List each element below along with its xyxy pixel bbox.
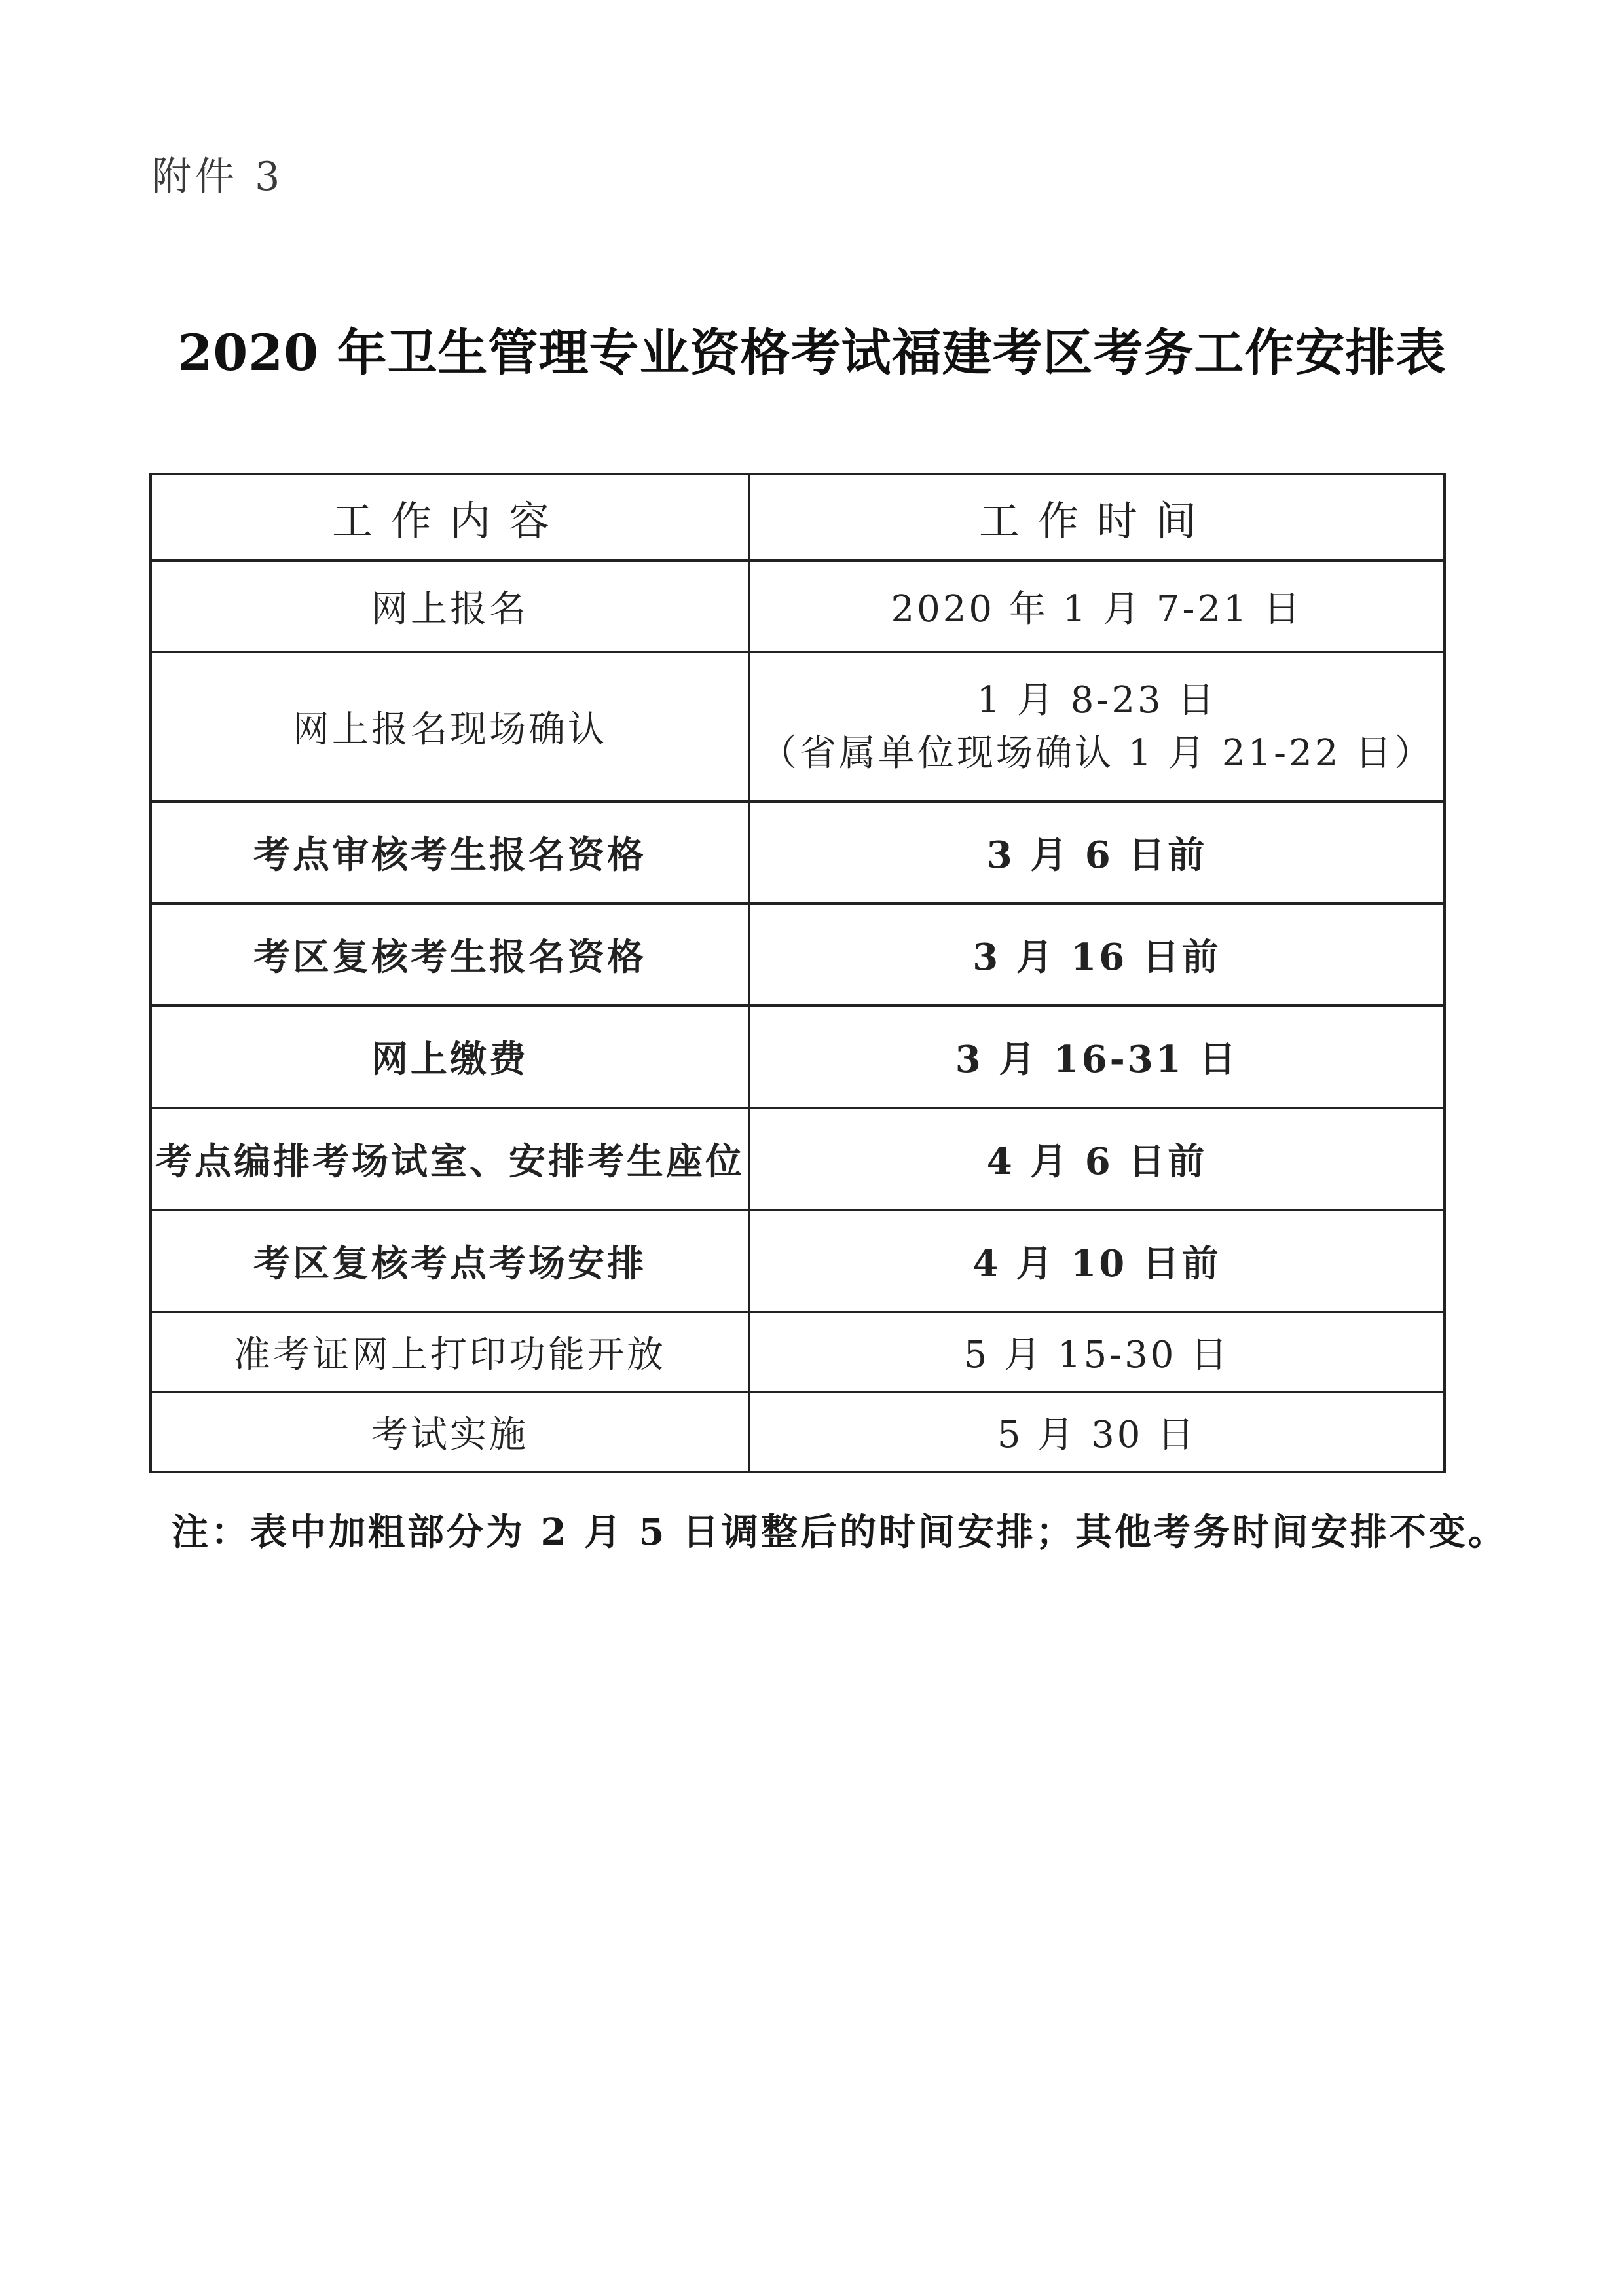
time-note: （省属单位现场确认 1 月 21-22 日） xyxy=(760,732,1434,775)
time-cell: 3 月 6 日前 xyxy=(749,801,1445,904)
task-cell: 准考证网上打印功能开放 xyxy=(151,1312,749,1392)
table-header-row xyxy=(151,474,1445,560)
header-task: 工作内容 xyxy=(151,474,749,560)
table-row xyxy=(151,1006,1445,1108)
table-row xyxy=(151,1312,1445,1392)
time-cell: 2020 年 1 月 7-21 日 xyxy=(749,560,1445,652)
document-title: 2020 年卫生管理专业资格考试福建考区考务工作安排表 xyxy=(177,323,1447,382)
time-cell: 4 月 10 日前 xyxy=(749,1210,1445,1312)
task-cell: 考点审核考生报名资格 xyxy=(151,801,749,904)
task-cell: 考区复核考生报名资格 xyxy=(151,904,749,1006)
table-row xyxy=(151,652,1445,801)
footnote: 注：表中加粗部分为 2 月 5 日调整后的时间安排；其他考务时间安排不变。 xyxy=(172,1511,1507,1554)
time-cell: 5 月 15-30 日 xyxy=(749,1312,1445,1392)
task-cell: 考点编排考场试室、安排考生座位 xyxy=(151,1108,749,1210)
table-row xyxy=(151,801,1445,904)
task-cell: 网上报名现场确认 xyxy=(151,652,749,801)
time-cell: 4 月 6 日前 xyxy=(749,1108,1445,1210)
task-cell: 网上缴费 xyxy=(151,1006,749,1108)
table-row xyxy=(151,1108,1445,1210)
task-cell: 考试实施 xyxy=(151,1392,749,1472)
table-row xyxy=(151,560,1445,652)
task-cell: 考区复核考点考场安排 xyxy=(151,1210,749,1312)
task-cell: 网上报名 xyxy=(151,560,749,652)
time-main: 1 月 8-23 日 xyxy=(976,678,1217,722)
time-cell: 3 月 16 日前 xyxy=(749,904,1445,1006)
attachment-label: 附件 3 xyxy=(152,154,284,200)
header-time: 工作时间 xyxy=(749,474,1445,560)
table-row xyxy=(151,904,1445,1006)
time-cell: 5 月 30 日 xyxy=(749,1392,1445,1472)
time-cell xyxy=(749,652,1445,801)
time-cell: 3 月 16-31 日 xyxy=(749,1006,1445,1108)
table-row xyxy=(151,1210,1445,1312)
schedule-table xyxy=(149,473,1446,1473)
table-row xyxy=(151,1392,1445,1472)
